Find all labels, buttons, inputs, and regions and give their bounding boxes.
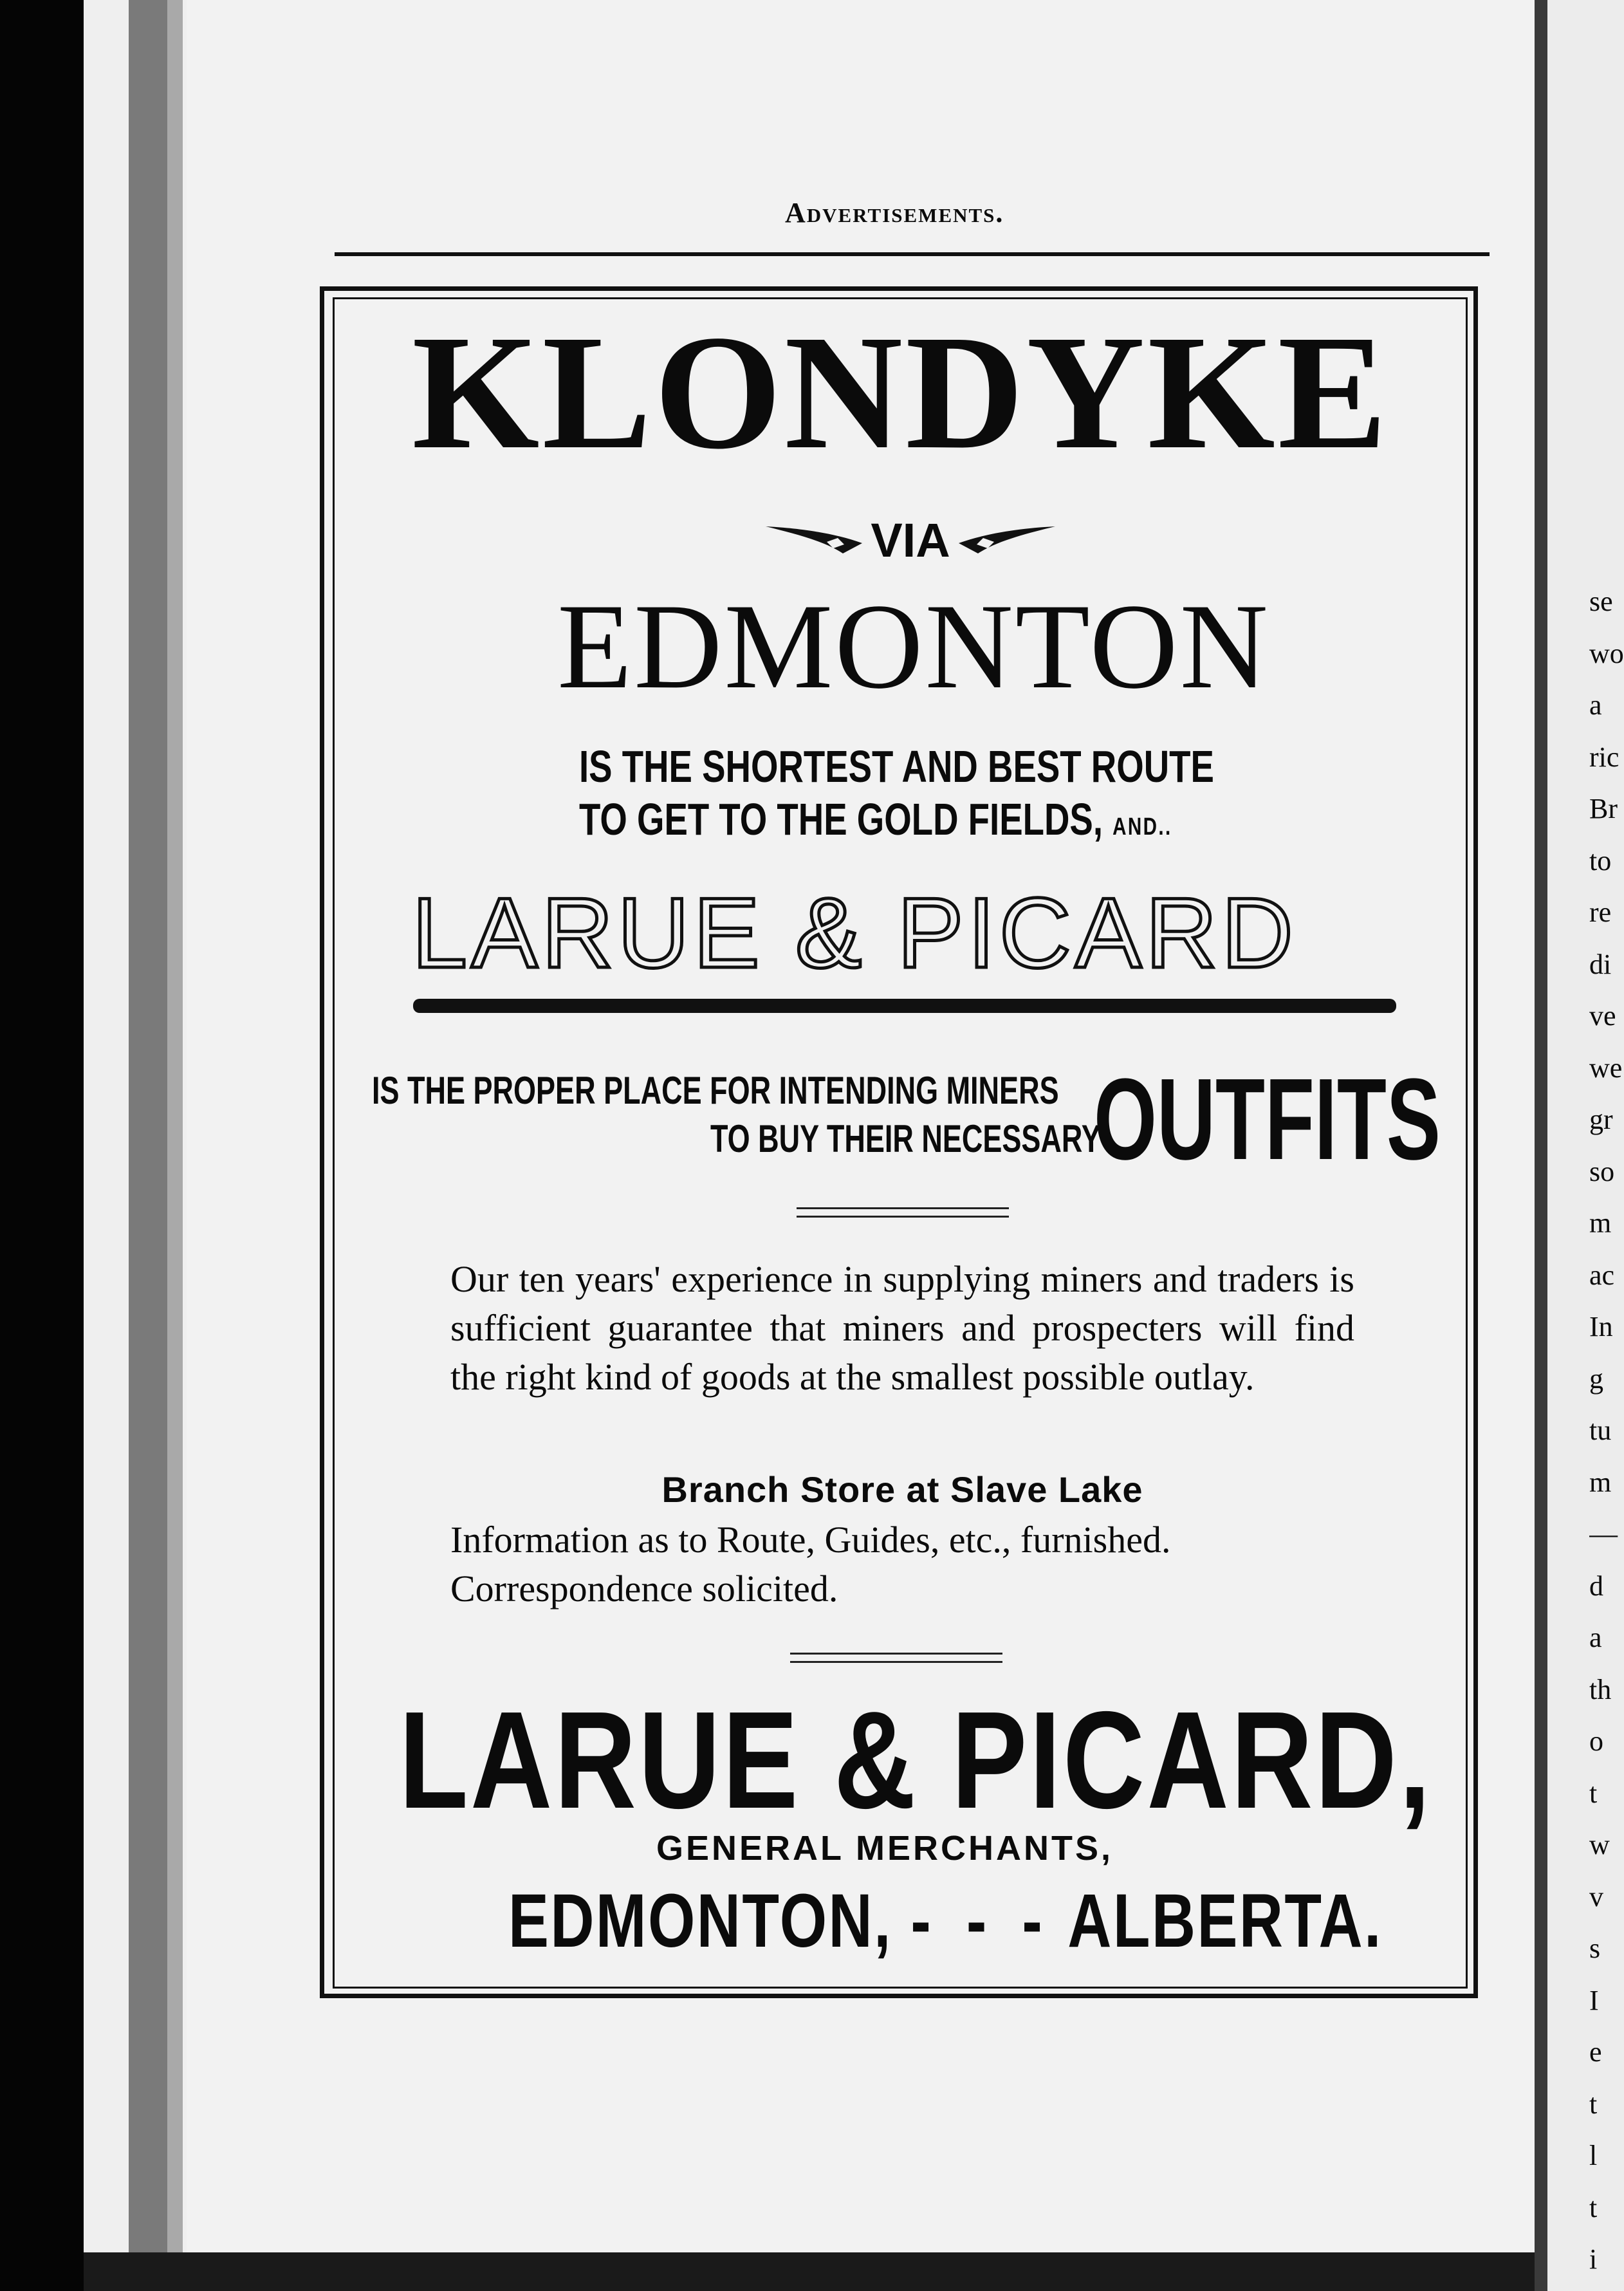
outfits-heading: OUTFITS	[1094, 1055, 1441, 1184]
outfits-line-1: IS THE PROPER PLACE FOR INTENDING MINERS	[372, 1069, 1059, 1112]
next-page-fragment: t	[1589, 1777, 1598, 1809]
next-page-fragment: o	[1589, 1725, 1603, 1757]
ad-headline: KLONDYKE	[412, 302, 1390, 483]
right-ornament-icon	[952, 521, 1055, 560]
merchant-type: GENERAL MERCHANTS,	[656, 1829, 1114, 1868]
next-page-fragment: a	[1589, 1622, 1602, 1653]
route-line-1: IS THE SHORTEST AND BEST ROUTE	[579, 741, 1214, 792]
merchant-name: LARUE & PICARD,	[399, 1682, 1433, 1837]
branch-store: Branch Store at Slave Lake	[661, 1469, 1143, 1510]
next-page-fragment: so	[1589, 1155, 1615, 1187]
store-name-rule	[413, 999, 1396, 1013]
route-text	[579, 740, 1214, 853]
info-text	[450, 1516, 1354, 1613]
next-page-fragment: In	[1589, 1311, 1613, 1342]
next-page-text	[1589, 576, 1624, 2286]
via-row	[766, 508, 1055, 573]
next-page-fragment: e	[1589, 2036, 1602, 2068]
scan-left-border	[0, 0, 84, 2291]
next-page-fragment: we	[1589, 1052, 1623, 1084]
next-page-fragment: ric	[1589, 741, 1619, 773]
next-page-fragment: a	[1589, 689, 1602, 721]
next-page-fragment: l	[1589, 2140, 1598, 2171]
scan-bottom-border	[84, 2252, 1538, 2291]
next-page-fragment: t	[1589, 2191, 1598, 2223]
next-page-fragment: v	[1589, 1880, 1603, 1913]
store-name-outline: LARUE & PICARD	[412, 877, 1297, 988]
route-line-2-text: TO GET TO THE GOLD FIELDS,	[579, 794, 1103, 844]
next-page-fragment: th	[1589, 1673, 1612, 1705]
next-page-fragment: di	[1589, 948, 1612, 980]
next-page-fragment: i	[1589, 2243, 1598, 2275]
route-line-2	[579, 793, 1172, 853]
outfits-line-2: TO BUY THEIR NECESSARY	[710, 1117, 1101, 1160]
page-gutter	[1535, 0, 1549, 2291]
next-page-fragment: tu	[1589, 1414, 1612, 1446]
body-paragraph	[450, 1255, 1354, 1402]
section-divider	[790, 1653, 1002, 1663]
info-line-1: Information as to Route, Guides, etc., furnished.	[450, 1519, 1171, 1561]
info-line-2: Correspondence solicited.	[450, 1568, 838, 1609]
next-page-fragment: d	[1589, 1570, 1603, 1602]
merchant-location	[508, 1879, 1383, 1963]
left-ornament-icon	[766, 521, 869, 560]
next-page-fragment: ac	[1589, 1259, 1615, 1291]
next-page-fragment: w	[1589, 1829, 1610, 1860]
next-page-fragment: to	[1589, 844, 1612, 877]
next-page-fragment: t	[1589, 2088, 1598, 2120]
section-divider	[797, 1207, 1009, 1218]
ad-destination: EDMONTON	[557, 579, 1270, 714]
body-paragraph-text: Our ten years' experience in supplying miners and traders is sufficient guarantee that miners and prospecters will find the right kind of goods at the smallest possible outlay.	[450, 1258, 1354, 1398]
via-label: VIA	[871, 514, 950, 567]
running-head: Advertisements.	[785, 197, 1004, 228]
header-rule	[335, 252, 1490, 256]
merchant-city: EDMONTON,	[508, 1878, 892, 1963]
next-page-fragment: gr	[1589, 1104, 1613, 1135]
next-page-fragment: s	[1589, 1933, 1601, 1964]
next-page-fragment: m	[1589, 1466, 1612, 1498]
merchant-province: ALBERTA.	[1067, 1878, 1383, 1963]
binding-strip-edge	[167, 0, 183, 2265]
next-page-fragment: g	[1589, 1362, 1603, 1395]
next-page-fragment: Br	[1589, 793, 1618, 824]
next-page-fragment: m	[1589, 1207, 1612, 1239]
next-page-fragment: se	[1589, 586, 1613, 617]
next-page-fragment: —	[1589, 1518, 1618, 1550]
route-and: AND..	[1112, 813, 1172, 840]
next-page-fragment: ve	[1589, 1000, 1616, 1032]
next-page-fragment: I	[1589, 1984, 1599, 2016]
merchant-separator: - - -	[910, 1878, 1052, 1963]
next-page-fragment: wo	[1589, 637, 1624, 669]
next-page-fragment: re	[1589, 896, 1612, 928]
